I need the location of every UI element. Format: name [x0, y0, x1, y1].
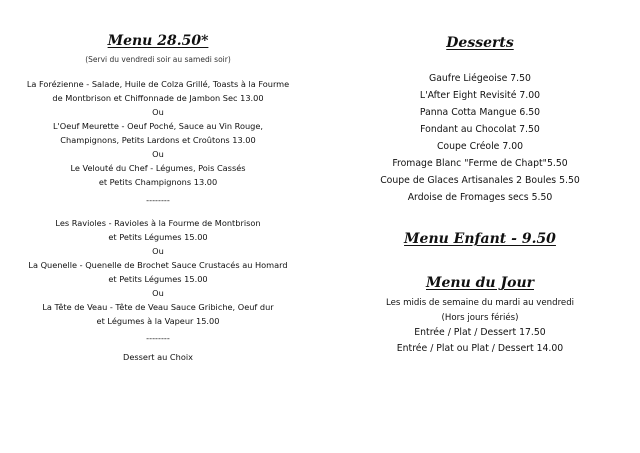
menu-line: et Petits Légumes 15.00 [108, 232, 208, 242]
menu-du-jour-line: Entrée / Plat / Dessert 17.50 [414, 327, 546, 338]
menu-separator-or: Ou [152, 288, 164, 298]
dessert-item: Ardoise de Fromages secs 5.50 [407, 192, 553, 203]
menu-du-jour-title: Menu du Jour [426, 275, 534, 291]
menu-line: de Montbrison et Chiffonnade de Jambon Sec 13.00 [52, 93, 264, 103]
menu-line: La Forézienne - Salade, Huile de Colza Grillé, Toasts à la Fourme [26, 79, 290, 89]
menu-du-jour-line: Entrée / Plat ou Plat / Dessert 14.00 [396, 343, 564, 354]
menu-line: Dessert au Choix [123, 352, 193, 362]
menu-separator-or: Ou [152, 246, 164, 256]
menu-line: Le Velouté du Chef - Légumes, Pois Cassés [70, 163, 246, 173]
menu-separator-or: Ou [152, 107, 164, 117]
dessert-item: Fromage Blanc "Ferme de Chapt"5.50 [392, 158, 568, 169]
menu-enfant-title: Menu Enfant - 9.50 [404, 231, 556, 247]
dessert-item: Coupe Créole 7.00 [436, 141, 524, 152]
menu-line: et Petits Légumes 15.00 [108, 274, 208, 284]
menu-du-jour-line: Les midis de semaine du mardi au vendredi [385, 298, 575, 308]
menu-line: et Petits Champignons 13.00 [98, 177, 218, 187]
menu-subtitle: (Servi du vendredi soir au samedi soir) [85, 55, 231, 64]
dessert-item: Panna Cotta Mangue 6.50 [419, 107, 541, 118]
desserts-title: Desserts [446, 35, 514, 51]
menu-divider: -------- [146, 333, 170, 343]
menu-line: Champignons, Petits Lardons et Croûtons 13.00 [60, 135, 256, 145]
menu-line: et Légumes à la Vapeur 15.00 [96, 316, 220, 326]
menu-line: Les Ravioles - Ravioles à la Fourme de Montbrison [55, 218, 261, 228]
menu-divider: -------- [146, 195, 170, 205]
menu-line: La Tête de Veau - Tête de Veau Sauce Gribiche, Oeuf dur [42, 302, 274, 312]
menu-du-jour-line: (Hors jours fériés) [441, 313, 519, 323]
dessert-item: Fondant au Chocolat 7.50 [420, 124, 540, 135]
dessert-item: L'After Eight Revisité 7.00 [419, 90, 541, 101]
dessert-item: Coupe de Glaces Artisanales 2 Boules 5.50 [380, 175, 580, 186]
dessert-item: Gaufre Liégeoise 7.50 [429, 73, 531, 84]
menu-line: La Quenelle - Quenelle de Brochet Sauce Crustacés au Homard [28, 260, 288, 270]
menu-separator-or: Ou [152, 149, 164, 159]
menu-line: L'Oeuf Meurette - Oeuf Poché, Sauce au Vin Rouge, [52, 121, 264, 131]
menu-title: Menu 28.50* [107, 33, 209, 49]
